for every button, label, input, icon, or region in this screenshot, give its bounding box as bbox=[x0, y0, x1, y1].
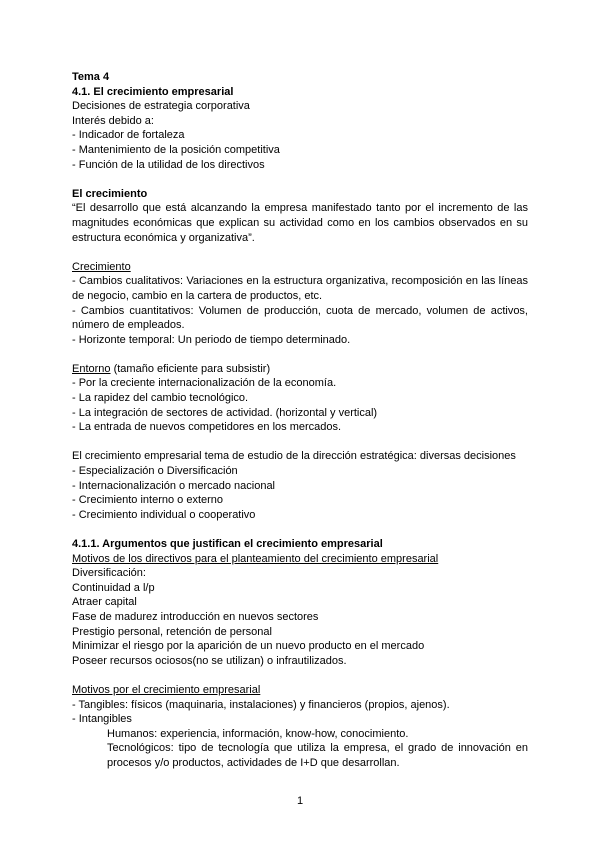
sub-list-item: Tecnológicos: tipo de tecnología que utiliza la empresa, el grado de innovación en procesos y/o productos, actividades de I+D que desarrollan. bbox=[107, 742, 528, 769]
decisiones-intro: El crecimiento empresarial tema de estudio de la dirección estratégica: diversas decisiones bbox=[72, 450, 516, 463]
list-item: - Intangibles bbox=[72, 713, 132, 726]
text-line: Decisiones de estrategia corporativa bbox=[72, 100, 250, 113]
list-item: Poseer recursos ociosos(no se utilizan) o infrautilizados. bbox=[72, 654, 347, 667]
list-item: Minimizar el riesgo por la aparición de un nuevo producto en el mercado bbox=[72, 640, 425, 653]
crecimiento-types-heading: Crecimiento bbox=[72, 260, 131, 273]
list-item: - Función de la utilidad de los directivos bbox=[72, 158, 265, 171]
list-item: - Especialización o Diversificación bbox=[72, 465, 238, 478]
text-line: Interés debido a: bbox=[72, 114, 154, 127]
list-item: - Cambios cualitativos: Variaciones en la estructura organizativa, recomposición en las líneas de negocio, cambio en la cartera de productos, etc. bbox=[72, 275, 528, 302]
list-item: - La integración de sectores de actividad. (horizontal y vertical) bbox=[72, 406, 378, 419]
motivos-directivos-heading: Motivos de los directivos para el planteamiento del crecimiento empresarial bbox=[72, 552, 439, 565]
argumentos-heading: 4.1.1. Argumentos que justifican el crecimiento empresarial bbox=[72, 538, 383, 550]
crecimiento-heading: El crecimiento bbox=[72, 187, 148, 200]
list-item: - Tangibles: físicos (maquinaria, instalaciones) y financieros (propios, ajenos). bbox=[72, 698, 450, 711]
page-number: 1 bbox=[296, 795, 304, 807]
sub-list-item: Humanos: experiencia, información, know-how, conocimiento. bbox=[107, 727, 409, 740]
list-item: Diversificación: bbox=[72, 567, 146, 580]
list-item: - Internacionalización o mercado nacional bbox=[72, 479, 276, 492]
tema-heading: Tema 4 bbox=[72, 71, 110, 83]
entorno-heading bbox=[72, 362, 528, 377]
list-item: - La entrada de nuevos competidores en los mercados. bbox=[72, 421, 342, 434]
list-item: - Mantenimiento de la posición competitiva bbox=[72, 143, 280, 156]
list-item: - Crecimiento interno o externo bbox=[72, 494, 224, 507]
list-item: Fase de madurez introducción en nuevos sectores bbox=[72, 610, 319, 623]
list-item: Atraer capital bbox=[72, 596, 137, 609]
entorno-heading-rest: (tamaño eficiente para subsistir) bbox=[110, 362, 271, 375]
list-item: Prestigio personal, retención de personal bbox=[72, 625, 272, 638]
list-item: Continuidad a l/p bbox=[72, 581, 155, 594]
list-item: - Cambios cuantitativos: Volumen de producción, cuota de mercado, volumen de activos, número de empleados. bbox=[72, 304, 528, 332]
list-item: - La rapidez del cambio tecnológico. bbox=[72, 392, 249, 405]
list-item: - Indicador de fortaleza bbox=[72, 129, 185, 142]
document-page bbox=[72, 70, 528, 771]
list-item: - Por la creciente internacionalización de la economía. bbox=[72, 377, 337, 390]
definition-quote: “El desarrollo que está alcanzando la empresa manifestado tanto por el incremento de las magnitudes económicas que explican su actividad como en los cambios observados en su estructura económica y organizativa”. bbox=[72, 202, 528, 244]
list-item: - Horizonte temporal: Un periodo de tiempo determinado. bbox=[72, 333, 351, 346]
list-item: - Crecimiento individual o cooperativo bbox=[72, 508, 256, 521]
motivos-crecimiento-heading: Motivos por el crecimiento empresarial bbox=[72, 683, 261, 696]
entorno-heading-underlined: Entorno bbox=[72, 362, 111, 375]
section-title: 4.1. El crecimiento empresarial bbox=[72, 85, 234, 98]
